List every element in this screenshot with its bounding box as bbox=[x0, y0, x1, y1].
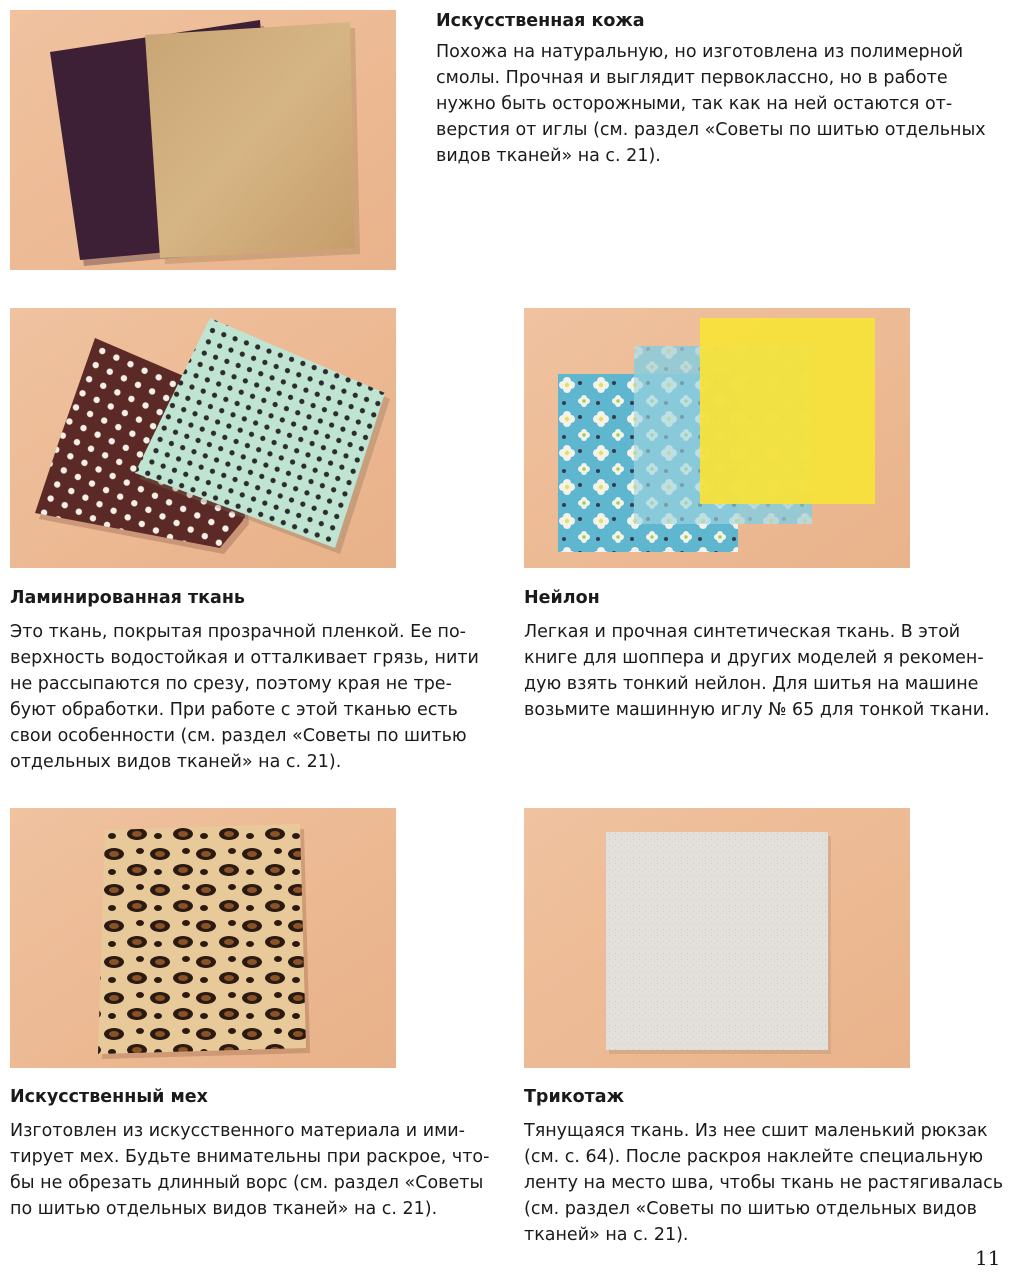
polka-dot-laminated-swatches-photo bbox=[10, 308, 396, 568]
grey-knit-swatch-photo bbox=[524, 808, 910, 1068]
nylon-swatches-photo bbox=[524, 308, 910, 568]
leopard-faux-fur-photo bbox=[10, 808, 396, 1068]
page-number: 11 bbox=[975, 1246, 1001, 1270]
section-title-knit: Трикотаж bbox=[524, 1087, 624, 1107]
section-text-fur: Изготовлен из искусственного материала и ими- тирует мех. Будьте внимательны при раскрое, что- бы не обрезать длинный ворс (см. раздел «Советы по шитью отдельных видов тканей» на с. 21). bbox=[10, 1121, 490, 1219]
section-text-laminated: Это ткань, покрытая прозрачной пленкой. Ее по- верхность водостойкая и отталкивает грязь, нити не рассыпаются по срезу, поэтому края не тре- буют обработки. При работе с этой тканью есть свои особенности (см. раздел «Советы по шитью отдельных видов тканей» на с. 21). bbox=[10, 622, 479, 772]
section-text-knit: Тянущаяся ткань. Из нее сшит маленький рюкзак (см. с. 64). После раскроя наклейте специальную ленту на место шва, чтобы ткань не растягивалась (см. раздел «Советы по шитью отдельных видов тканей» на с. 21). bbox=[524, 1121, 1004, 1245]
section-text-nylon: Легкая и прочная синтетическая ткань. В этой книге для шоппера и других моделей я рекомен- дую взять тонкий нейлон. Для шитья на машине возьмите машинную иглу № 65 для тонкой ткани. bbox=[524, 622, 990, 720]
faux-leather-swatches-photo bbox=[10, 10, 396, 270]
section-title-leather: Искусственная кожа bbox=[436, 11, 645, 31]
section-text-leather: Похожа на натуральную, но изготовлена из полимерной смолы. Прочная и выглядит первоклассно, но в работе нужно быть осторожными, так как на ней остаются от- верстия от иглы (см. раздел «Советы по шитью отдельных видов тканей» на с. 21). bbox=[436, 42, 986, 166]
section-title-nylon: Нейлон bbox=[524, 588, 600, 608]
section-title-laminated: Ламинированная ткань bbox=[10, 588, 246, 608]
section-title-fur: Искусственный мех bbox=[10, 1087, 208, 1107]
